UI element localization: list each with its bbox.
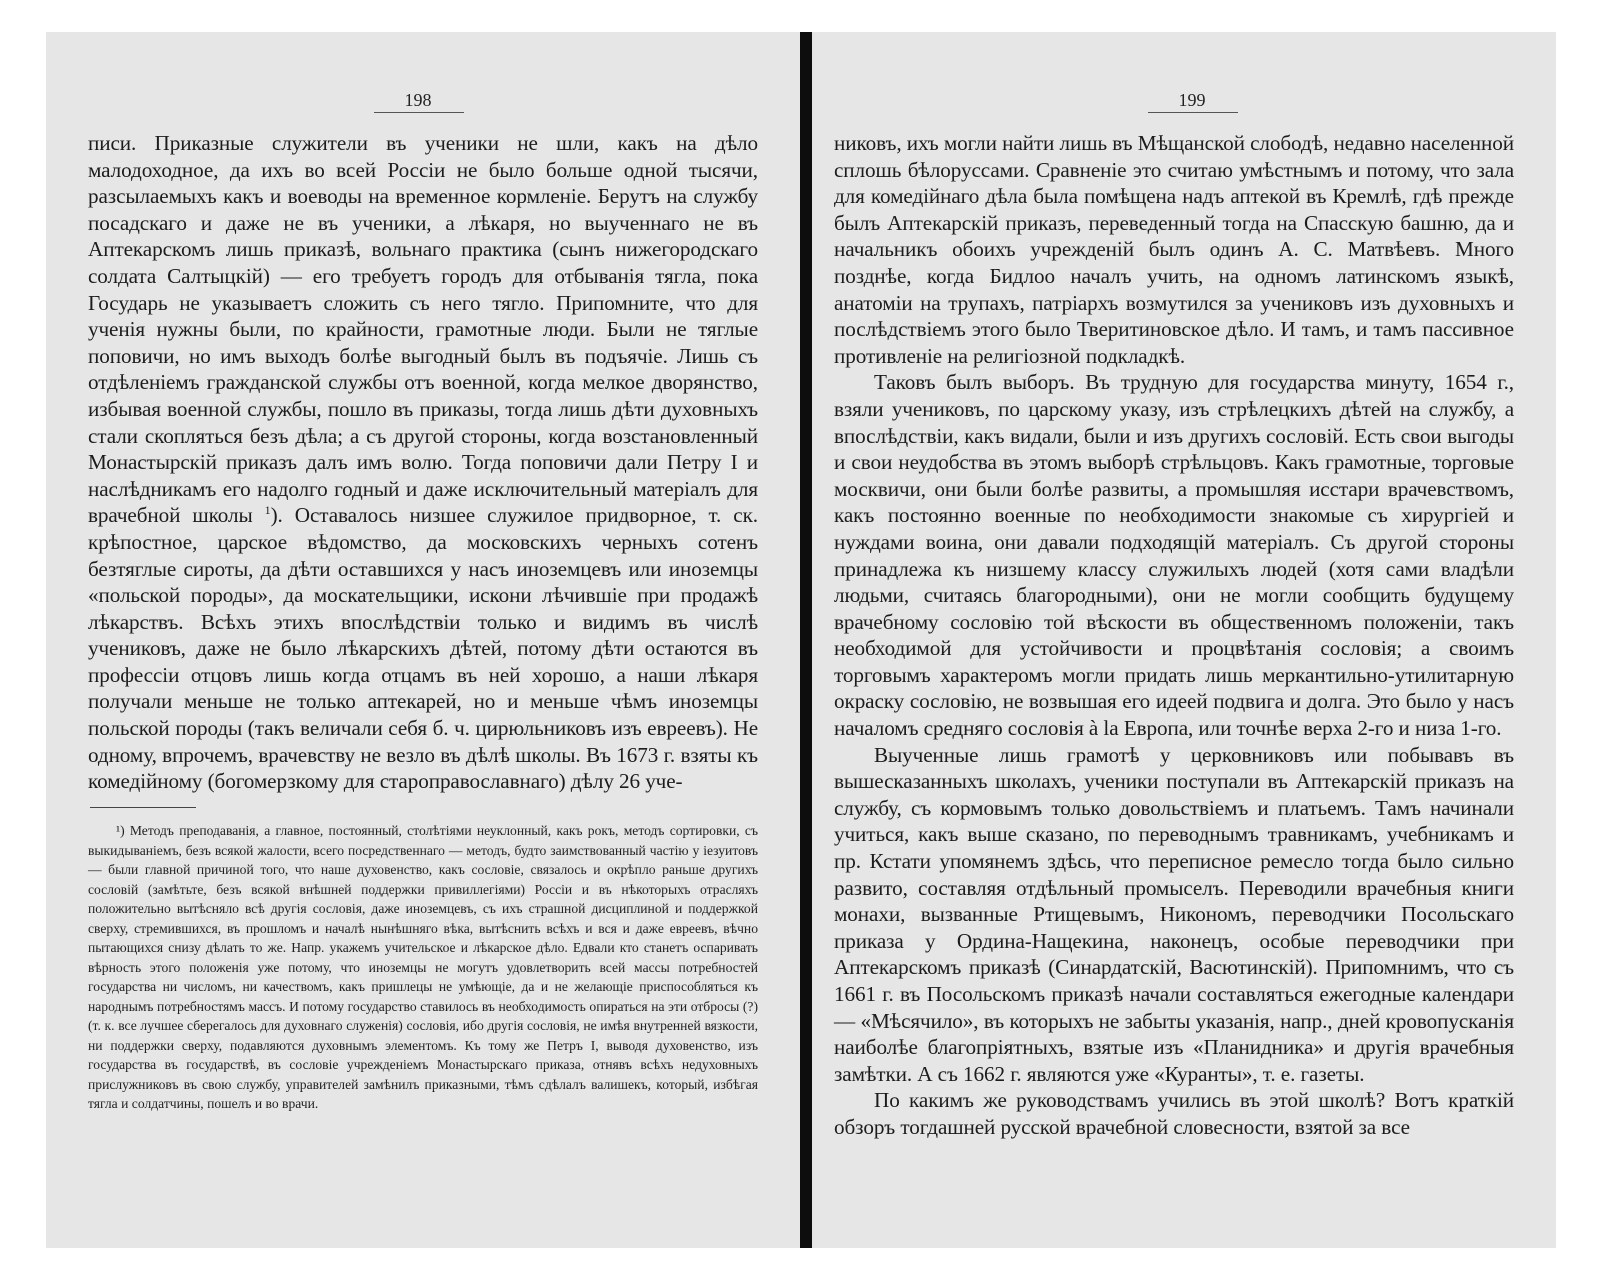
left-page xyxy=(46,32,800,1248)
body-text xyxy=(834,130,1514,1141)
footnote-text: Методъ преподаванія, а главное, постоянный, столѣтіями неуклонный, какъ рокъ, методъ сортировки, съ выкидываніемъ, безъ всякой жалости, всего посредственнаго — методъ, будто заимствованный частію у іезуитовъ — были главной причиной того, что наше духовенство, какъ сословіе, связалось и окрѣпло раньше другихъ сословій (замѣтьте, безъ всякой внѣшней поддержки привиллегіями) Россіи и въ нѣкоторыхъ отрасляхъ положительно вытѣсняло всѣ другія сословія, даже иноземцевъ, съ ихъ страшной дисциплиной и поддержкой сверху, стремившихся, въ прошломъ и началѣ нынѣшняго вѣка, вытѣснить всѣхъ и вся и даже евреевъ, вѣчно пытающихся снизу дѣлать то же. Напр. укажемъ учительское и лѣкарское дѣло. Едвали кто станетъ оспаривать вѣрность этого положенія уже потому, что иноземцы не могутъ удовлетворить всей массы потребностей государства ни числомъ, ни качествомъ, какъ пришлецы не умѣющіе, да и не желающіе приспособляться къ народнымъ потребностямъ массъ. И потому государство ставилось въ необходимость опираться на эти отбросы (?) (т. к. все лучшее сберегалось для духовнаго служенія) сословія, ибо другія сословія, не имѣя внутренней вязкости, ни поддержки сверху, подавляются духовнымъ элементомъ. Къ тому же Петръ I, выводя духовенство, изъ государства въ государствѣ, въ сословіе учрежденіемъ Монастырскаго приказа, отнявъ всѣхъ недуховныхъ прислужниковъ въ свою службу, управителей замѣнилъ приказными, тѣмъ сдѣлалъ валишекъ, который, избѣгая тягла и солдатчины, пошелъ и во врачи. xyxy=(88,823,758,1111)
page-number-rule xyxy=(1148,112,1238,113)
footnote-mark: ¹) xyxy=(116,823,125,838)
footnote xyxy=(88,821,758,1114)
paragraph: никовъ, ихъ могли найти лишь въ Мѣщанской слободѣ, недавно населенной сплошь бѣлоруссами. Сравненіе это считаю умѣстнымъ и потому, что зала для комедійнаго дѣла была помѣщена надъ аптекой въ Кремлѣ, гдѣ прежде былъ Аптекарскій приказъ, переведенный тогда на Спасскую башню, да и начальникъ обоихъ учрежденій былъ одинъ А. С. Матвѣевъ. Много позднѣе, когда Бидлоо началъ учить, на одномъ латинскомъ языкѣ, анатоміи на трупахъ, патріархъ возмутился за учениковъ изъ духовныхъ и послѣдствіемъ этого было Тверитиновское дѣло. И тамъ, и тамъ пассивное противленіе на религіозной подкладкѣ. xyxy=(834,131,1514,368)
paragraph-text-continued: ). Оставалось низшее служилое придворное, т. ск. крѣпостное, царское вѣдомство, да московскихъ черныхъ сотенъ безтяглые сироты, да дѣти оставшихся у насъ иноземцевъ или иноземцы «польской породы», да москательщики, искони лѣчившіе при продажѣ лѣкарствъ. Всѣхъ этихъ впослѣдствіи только и видимъ въ числѣ учениковъ, даже не было лѣкарскихъ дѣтей, потому дѣти остаются въ профессіи отцовъ лишь когда отцамъ въ ней хорошо, а наши лѣкаря получали меньше не только аптекарей, но и меньше чѣмъ иноземцы польской породы (такъ величали себя б. ч. цирюльниковъ изъ евреевъ). Не одному, впрочемъ, врачевству не везло въ дѣлѣ школы. Въ 1673 г. взяты къ комедійному (богомерзкому для староправославнаго) дѣлу 26 уче- xyxy=(88,503,758,794)
page-number: 198 xyxy=(404,90,432,110)
page-number-rule xyxy=(374,112,464,113)
paragraph: По какимъ же руководствамъ учились въ этой школѣ? Вотъ краткій обзоръ тогдашней русской врачебной словесности, взятой за все xyxy=(834,1088,1514,1139)
body-text xyxy=(88,130,758,795)
page-number: 199 xyxy=(1178,90,1206,110)
right-page xyxy=(814,32,1556,1248)
paragraph: Таковъ былъ выборъ. Въ трудную для государства минуту, 1654 г., взяли учениковъ, по царскому указу, изъ стрѣлецкихъ дѣтей на службу, а впослѣдствіи, какъ видали, были и изъ другихъ сословій. Есть свои выгоды и свои неудобства въ этомъ выборѣ стрѣльцовъ. Какъ грамотные, торговые москвичи, они были болѣе развиты, а промышляя исстари врачевствомъ, какъ постоянно военные по необходимости знакомые съ хирургіей и нуждами воина, они давали подходящій матеріалъ. Съ другой стороны принадлежа къ низшему классу служилыхъ людей (хотя сами владѣли людьми, считаясь благородными), они не могли сообщить будущему врачебному сословію той вѣскости въ общественномъ положеніи, такъ необходимой для устойчивости и процвѣтанія сословія; а своимъ торговымъ характеромъ могли придать лишь меркантильно-утилитарную окраску сословію, не возвышая его идеей подвига и долга. Это было у насъ началомъ средняго сословія à la Европа, или точнѣе верха 2-го и низа 1-го. xyxy=(834,370,1514,741)
footnote-reference: 1 xyxy=(264,503,271,518)
book-gutter xyxy=(800,32,812,1248)
footnote-separator xyxy=(90,807,196,808)
paragraph-text: писи. Приказные служители въ ученики не шли, какъ на дѣло малодоходное, да ихъ во всей Россіи не было больше одной тысячи, разсылаемыхъ какъ и воеводы на временное кормленіе. Берутъ на службу посадскаго и даже не въ ученики, а лѣкаря, но выученнаго не въ Аптекарскомъ лишь приказѣ, вольнаго практика (сынъ нижегородскаго солдата Салтыцкій) — его требуетъ городъ для отбыванія тягла, пока Государь не указываетъ сложить съ него тягло. Припомните, что для ученія нужны были, по крайности, грамотные люди. Были не тяглые поповичи, но имъ выходъ болѣе выгодный былъ въ подъячіе. Лишь съ отдѣленіемъ гражданской службы отъ военной, когда мелкое дворянство, избывая военной службы, пошло въ приказы, тогда лишь дѣти духовныхъ стали скопляться безъ дѣла; а съ другой стороны, когда возстановленный Монастырскій приказъ далъ имъ волю. Тогда поповичи дали Петру I и наслѣдникамъ его надолго годный и даже исключительный матеріалъ для врачебной школы xyxy=(88,131,758,528)
paragraph: Выученные лишь грамотѣ у церковниковъ или побывавъ въ вышесказанныхъ школахъ, ученики поступали въ Аптекарскій приказъ на службу, съ кормовымъ только довольствіемъ и платьемъ. Тамъ начинали учиться, какъ выше сказано, по переводнымъ травникамъ, учебникамъ и пр. Кстати упомянемъ здѣсь, что переписное ремесло тогда было сильно развито, составляя отдѣльный промыселъ. Переводили врачебныя книги монахи, вызванные Ртищевымъ, Никономъ, переводчики Посольскаго приказа у Ордина-Нащекина, наконецъ, особые переводчики при Аптекарскомъ приказѣ (Синардатскій, Васютинскій). Припомнимъ, что съ 1661 г. въ Посольскомъ приказѣ начали составляться ежегодные календари — «Мѣсячило», въ которыхъ не забыты указанія, напр., дней кровопусканія наиболѣе благопріятныхъ, взятые изъ «Планидника» и другія врачебныя замѣтки. А съ 1662 г. являются уже «Куранты», т. е. газеты. xyxy=(834,742,1514,1086)
book-spread xyxy=(46,32,1556,1248)
paragraph xyxy=(88,130,758,795)
